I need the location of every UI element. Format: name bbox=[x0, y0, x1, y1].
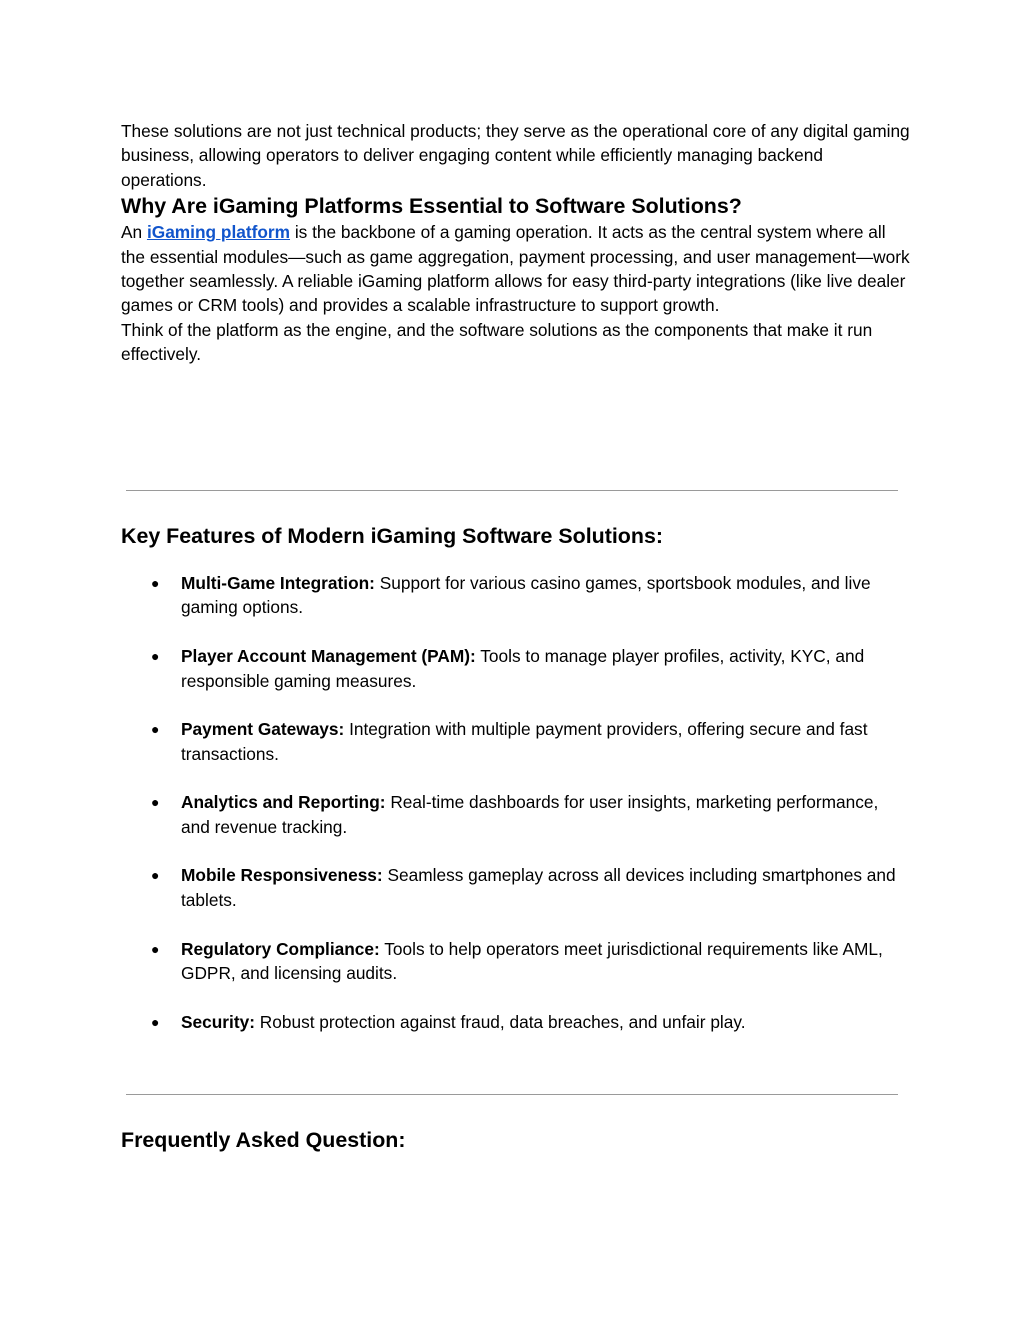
feature-name: Mobile Responsiveness: bbox=[181, 865, 383, 886]
feature-item bbox=[121, 790, 901, 839]
feature-item bbox=[121, 1010, 901, 1034]
feature-item bbox=[121, 717, 901, 766]
feature-name: Player Account Management (PAM): bbox=[181, 646, 476, 667]
feature-description: Seamless gameplay across all devices including smartphones and tablets. bbox=[181, 865, 896, 910]
feature-item bbox=[121, 937, 901, 986]
why-platforms-heading: Why Are iGaming Platforms Essential to Software Solutions? bbox=[121, 194, 742, 219]
bullet-icon: ● bbox=[151, 940, 160, 957]
feature-description: Tools to help operators meet jurisdictional requirements like AML, GDPR, and licensing audits. bbox=[181, 938, 883, 983]
platform-paragraph-prefix: An bbox=[121, 222, 147, 243]
section-divider-2 bbox=[126, 1094, 898, 1095]
igaming-platform-link[interactable]: iGaming platform bbox=[146, 222, 291, 243]
bullet-icon: ● bbox=[151, 794, 160, 811]
bullet-icon: ● bbox=[151, 721, 160, 738]
features-list bbox=[121, 571, 901, 1058]
document-body bbox=[121, 119, 911, 367]
feature-name: Payment Gateways: bbox=[181, 719, 345, 740]
feature-name: Multi-Game Integration: bbox=[181, 573, 375, 593]
feature-item bbox=[121, 571, 901, 620]
feature-name: Analytics and Reporting: bbox=[181, 792, 386, 813]
feature-item bbox=[121, 644, 901, 693]
feature-item bbox=[121, 863, 901, 912]
feature-name: Regulatory Compliance: bbox=[181, 938, 380, 959]
bullet-icon: ● bbox=[151, 648, 160, 665]
bullet-icon: ● bbox=[151, 867, 160, 884]
feature-description: Robust protection against fraud, data breaches, and unfair play. bbox=[254, 1011, 746, 1032]
feature-description: Support for various casino games, sportsbook modules, and live gaming options. bbox=[181, 573, 871, 618]
bullet-icon: ● bbox=[151, 575, 160, 591]
bullet-icon: ● bbox=[151, 1013, 160, 1030]
section-divider-1 bbox=[126, 490, 898, 491]
faq-heading: Frequently Asked Question: bbox=[121, 1128, 406, 1152]
engine-paragraph: Think of the platform as the engine, and the software solutions as the components that make it run effectively. bbox=[121, 319, 873, 365]
key-features-heading: Key Features of Modern iGaming Software Solutions: bbox=[121, 524, 663, 548]
feature-description: Integration with multiple payment providers, offering secure and fast transactions. bbox=[181, 719, 868, 764]
intro-paragraph: These solutions are not just technical products; they serve as the operational core of any digital gaming business, allowing operators to deliver engaging content while efficiently managing backend operations. bbox=[121, 121, 910, 190]
feature-name: Security: bbox=[181, 1011, 255, 1032]
feature-description: Tools to manage player profiles, activity, KYC, and responsible gaming measures. bbox=[181, 646, 865, 691]
platform-paragraph-rest: is the backbone of a gaming operation. It acts as the central system where all the essential modules—such as game aggregation, payment processing, and user management—work together seamlessly. A reliable iGaming platform allows for easy third-party integrations (like live dealer games or CRM tools) and provides a scalable infrastructure to support growth. bbox=[121, 222, 910, 316]
feature-description: Real-time dashboards for user insights, marketing performance, and revenue tracking. bbox=[181, 792, 879, 837]
platform-paragraph bbox=[121, 220, 911, 318]
